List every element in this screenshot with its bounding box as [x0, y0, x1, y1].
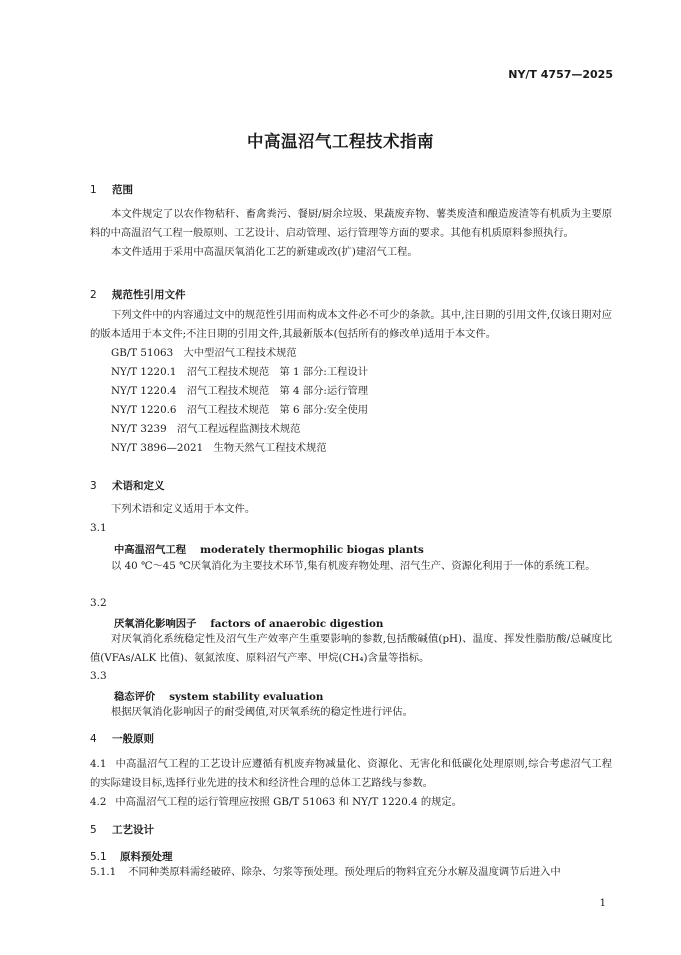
term-definition — [90, 557, 612, 576]
reference-item: NY/T 1220.4 沼气工程技术规范 第 4 部分:运行管理 — [111, 385, 369, 397]
clause-text — [90, 793, 612, 812]
page-number: 1 — [599, 898, 606, 909]
paragraph: 根据厌氧消化影响因子的耐受阈值,对厌氧系统的稳定性进行评估。 — [111, 706, 413, 718]
clause-body: 中高温沼气工程的工艺设计应遵循有机废弃物减量化、资源化、无害化和低碳化处理原则,综合考虑沼气工程的实际建设目标,选择行业先进的技术和经济性合理的总体工艺路线与参数。 — [90, 758, 612, 789]
section-title: 范围 — [112, 184, 133, 196]
standard-number: NY/T 4757—2025 — [508, 68, 613, 81]
term-definition — [90, 630, 612, 668]
paragraph: 下列文件中的内容通过文中的规范性引用而构成本文件必不可少的条款。其中,注日期的引用文件,仅该日期对应的版本适用于本文件;不注日期的引用文件,其最新版本(包括所有的修改单)适用于本文件。 — [90, 309, 612, 340]
paragraph: 本文件规定了以农作物秸秆、畜禽粪污、餐厨/厨余垃圾、果蔬废弃物、薯类废渣和酿造废渣等有机质为主要原料的中高温沼气工程一般原则、工艺设计、启动管理、运行管理等方面的要求。其他有机质原料参照执行。 — [90, 208, 612, 239]
clause-4-2 — [90, 793, 612, 812]
section-heading-1 — [90, 182, 133, 197]
term-zh: 稳态评价 — [114, 691, 156, 703]
section-number: 5 — [90, 824, 97, 836]
term-en: factors of anaerobic digestion — [210, 618, 384, 630]
reference-item: NY/T 1220.1 沼气工程技术规范 第 1 部分:工程设计 — [111, 366, 369, 378]
section-number: 4 — [90, 733, 97, 745]
reference-item: GB/T 51063 大中型沼气工程技术规范 — [111, 347, 297, 359]
document-title: 中高温沼气工程技术指南 — [247, 132, 434, 151]
reference-item: NY/T 1220.6 沼气工程技术规范 第 6 部分:安全使用 — [111, 404, 369, 416]
subsection-heading-5-1 — [90, 849, 173, 864]
section-3-intro — [90, 500, 612, 519]
paragraph: 对厌氧消化系统稳定性及沼气生产效率产生重要影响的参数,包括酸碱值(pH)、温度、挥发性脂肪酸/总碱度比值(VFAs/ALK 比值)、氨氮浓度、原料沼气产率、甲烷(CH₄)含量等指标。 — [90, 633, 612, 664]
section-heading-5 — [90, 822, 154, 837]
reference-item: NY/T 3896—2021 生物天然气工程技术规范 — [111, 442, 327, 454]
paragraph: 以 40 ℃～45 ℃厌氧消化为主要技术环节,集有机废弃物处理、沼气生产、资源化利用于一体的系统工程。 — [111, 560, 596, 572]
clause-number: 4.1 — [90, 758, 107, 770]
term-definition — [90, 703, 612, 722]
section-number: 2 — [90, 289, 97, 301]
section-heading-3 — [90, 478, 165, 493]
term-entry — [114, 615, 383, 630]
term-entry — [114, 688, 323, 703]
term-number: 3.2 — [90, 597, 107, 609]
section-number: 3 — [90, 480, 97, 492]
clause-4-1 — [90, 755, 612, 793]
paragraph: 下列术语和定义适用于本文件。 — [111, 503, 256, 515]
term-number: 3.3 — [90, 670, 107, 682]
clause-body: 中高温沼气工程的运行管理应按照 GB/T 51063 和 NY/T 1220.4 的规定。 — [115, 796, 463, 808]
section-title: 原料预处理 — [120, 851, 173, 863]
section-title: 规范性引用文件 — [112, 289, 186, 301]
section-title: 工艺设计 — [112, 824, 154, 836]
section-2-body — [90, 306, 612, 458]
term-en: system stability evaluation — [169, 691, 324, 703]
section-heading-4 — [90, 731, 154, 746]
reference-item: NY/T 3239 沼气工程远程监测技术规范 — [111, 423, 301, 435]
clause-5-1-1 — [90, 863, 612, 882]
clause-number: 4.2 — [90, 796, 107, 808]
section-title: 术语和定义 — [112, 480, 165, 492]
clause-number: 5.1.1 — [90, 866, 117, 878]
term-en: moderately thermophilic biogas plants — [200, 544, 424, 556]
term-entry — [114, 541, 424, 556]
section-number: 1 — [90, 184, 97, 196]
clause-body: 不同种类原料需经破碎、除杂、匀浆等预处理。预处理后的物料宜充分水解及温度调节后进入中 — [128, 866, 561, 878]
clause-text — [90, 755, 612, 793]
term-zh: 中高温沼气工程 — [114, 544, 187, 556]
section-title: 一般原则 — [112, 733, 154, 745]
term-number: 3.1 — [90, 522, 107, 534]
term-zh: 厌氧消化影响因子 — [114, 618, 197, 630]
section-1-body — [90, 205, 612, 262]
paragraph: 本文件适用于采用中高温厌氧消化工艺的新建或改(扩)建沼气工程。 — [111, 246, 418, 258]
section-heading-2 — [90, 287, 186, 302]
section-number: 5.1 — [90, 851, 107, 863]
